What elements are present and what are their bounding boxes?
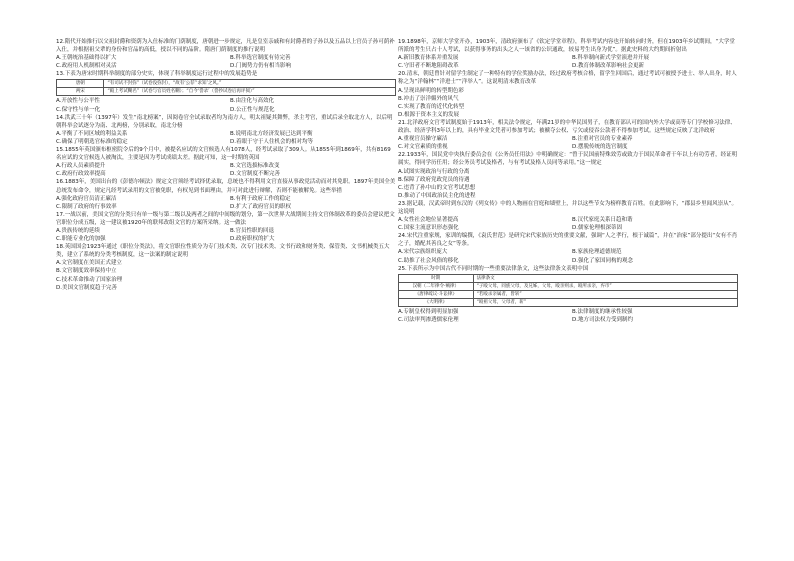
question-stem: 14.洪武三十年（1397年）发生“南北榜案”，因阅卷官全试录取者均为南方人，明太祖疑其舞弊，杀主考官，重试后录全取北方人，以后明朝科举会试逐分为南、北两榜，分别录取，南北分榜: [56, 114, 393, 129]
answer-option[interactable]: B.注重对官员的专业素养: [572, 136, 633, 143]
question-block: [56, 211, 396, 243]
table-row: [399, 282, 738, 290]
question-block: [398, 232, 738, 264]
answer-option[interactable]: B.由注化与高效化: [230, 98, 275, 105]
answer-option[interactable]: C.守旧者不断地阻碍改革: [398, 63, 459, 70]
question-block: [398, 265, 738, 324]
question-stem: 20.清末，朝廷曾针对留学生制定了一种特有的学位奖励办法，经过政府考核合格，留学生回国后，通过考试可被授予进士、举人出身，时人称之为“洋翰林”“洋进士”“洋举人”。这说明清末教育改革: [398, 71, 737, 86]
answer-options: [398, 54, 738, 70]
question-stem: 23.据记载，汉武帝时到东汉的《列女传》中的人物画在宫庭和墙壁上，并以这些节女为榜样教育百姓。在此影响下，“郡县乡里闻风崇从”。这说明: [398, 200, 737, 215]
answer-option[interactable]: A.试图实现政治与行政的分离: [398, 168, 470, 175]
answer-option[interactable]: A.呈现出鲜明的转型期色彩: [398, 87, 464, 94]
answer-option[interactable]: B.科举制向新式学堂演进并开展: [572, 55, 650, 62]
answer-option[interactable]: D.门阀势力仍有相当影响: [230, 63, 291, 70]
answer-options: [56, 130, 396, 146]
answer-option[interactable]: A.专制皇权得到明显加强: [398, 308, 459, 315]
answer-option[interactable]: C.政府用人机制相对灵活: [56, 63, 117, 70]
question-stem: 18.英国国会1923年通过《职位分类法》，将文官职位性质分为专门技术类、次专门技术类、文书行政和财务类、保管类、文书机械类五大类，建立了系统的分类考核制度，这一法案的制定说明: [56, 244, 390, 259]
table-cell: “殿上考试糊名”（试卷与官员姓名糊）；“自今‘誊录’（誊抄试卷后再评阅）”: [104, 88, 396, 96]
answer-option[interactable]: A.贵族传统的延续: [56, 227, 100, 234]
answer-options: [56, 54, 396, 70]
answer-option[interactable]: B.科举选官制度有待完善: [230, 55, 291, 62]
answer-option[interactable]: C.政府行政效率提高: [56, 171, 106, 178]
left-column: [56, 38, 396, 292]
question-block: [398, 70, 738, 119]
answer-options: [56, 227, 396, 243]
answer-option[interactable]: A.宋代宗族组织庞大: [398, 249, 448, 256]
answer-option[interactable]: A.王朝统治基础得以扩大: [56, 55, 117, 62]
answer-option[interactable]: D.美国文官制度趋于完善: [56, 284, 117, 291]
answer-option[interactable]: D.摆脱传统的选官制度: [572, 144, 628, 151]
answer-option[interactable]: B.汉代家庭关系日趋和谐: [572, 217, 633, 224]
answer-option[interactable]: B.文官制度效率保持中立: [56, 268, 117, 275]
table-cell: 唐朝: [57, 80, 104, 88]
answer-option[interactable]: B.说明南北方经济发展已达到平衡: [230, 130, 313, 137]
answer-option[interactable]: C.助推了社会风俗的移化: [398, 257, 459, 264]
answer-options: [398, 168, 738, 200]
question-stem: 19.1898年，京师大学堂开办，1903年，清政府颁布了《钦定学堂章程》，科举考试内容也开始转向时务，但在1903年乡试期间，“大学堂所派的考生只占十人考试，以获得事务的出头之人一该省的公识通政，较易考生出身为优”。据此史料的大约期间折射出: [398, 39, 735, 54]
question-stem: 24.宋代注重家规，家训的编撰，《袁氏世范》是研究宋代家族历史的重要文献，强调“人之孝行，根于诚篇”，并在“治家”部分提出“女有不肖之子，婚配其善良之女”等条。: [398, 233, 738, 248]
question-block: [398, 38, 738, 70]
answer-option[interactable]: D.根源于资本主义的发展: [398, 111, 459, 118]
answer-option[interactable]: D.地方司法权力受到制约: [572, 316, 633, 323]
question-stem: 16.1883年，美国出台的《彭德尔顿法》规定文官须经考试择优录取，总统也不得利用文官直接从事政党活动而对其免职。1897年美国全美总统发布命令，规定凡经考试录用的文官被免职，有权见到书面理由，并可对此进行辩解，否则不能被解免。这些举措: [56, 179, 396, 194]
table-cell: “殴祖父母，父母者，斩”: [473, 298, 737, 306]
answer-option[interactable]: B.保障了政府党政党员的待遇: [398, 176, 470, 183]
answer-options: [56, 259, 396, 291]
question-stem: 12.隋代开始推行以父祖封爵和资荫为入仕标准的门荫制度，唐朝进一步规定，凡是皇室亲戚和有封爵者的子孙以及五品以上官员子孙可荫补入仕，并根据祖父辈的身份和官品的高低，授以不同的品阶。隋唐门荫制度的推行说明: [56, 39, 395, 54]
answer-options: [56, 162, 396, 178]
answer-option[interactable]: D.政府职权的扩大: [230, 236, 275, 243]
question-stem: 13.下表为唐宋时期科举制度的部分史实，体现了科举制度运行过程中的发展趋势是: [56, 71, 258, 78]
table-cell: 《大明律》: [399, 298, 474, 306]
answer-option[interactable]: B.冲击了崇洋媚外的风气: [398, 95, 459, 102]
question-block: [398, 151, 738, 200]
answer-option[interactable]: D.公正性与规范化: [230, 106, 275, 113]
answer-option[interactable]: A.新旧教育体系并重发展: [398, 55, 459, 62]
question-block: [398, 200, 738, 232]
answer-option[interactable]: A.开放性与公平性: [56, 98, 100, 105]
table-row: [399, 290, 738, 298]
table-cell: “有司试不封弥”（试卷没弥封），“故有‘公荐’‘求知’之风。”: [104, 80, 396, 88]
answer-option[interactable]: B.有利于政府工作的稳定: [230, 195, 291, 202]
question-block: [56, 146, 396, 178]
answer-option[interactable]: C.技术革命推动了国家治理: [56, 276, 123, 283]
answer-option[interactable]: D.教育体制改革影响社会更新: [572, 63, 644, 70]
answer-options: [398, 248, 738, 264]
answer-option[interactable]: A.平衡了不同区域的利益关系: [56, 130, 128, 137]
answer-option[interactable]: C.国家主流意识形态强化: [398, 225, 459, 232]
answer-option[interactable]: C.司法审判渗透儒家伦理: [398, 316, 459, 323]
answer-option[interactable]: B.家族伦理道德规范: [572, 249, 622, 256]
table-cell: “若殴杀亲属者，皆斩”: [473, 290, 737, 298]
answer-options: [398, 87, 738, 119]
question-block: [56, 114, 396, 146]
answer-options: [398, 308, 738, 324]
question-table: [56, 79, 396, 96]
table-cell: 汉朝（二年律令·贼律）: [399, 282, 474, 290]
answer-option[interactable]: C.违背了孙中山的文官考试思想: [398, 184, 476, 191]
answer-option[interactable]: A.行政人员素质提升: [56, 163, 106, 170]
answer-options: [398, 216, 738, 232]
table-cell: “子殴父母，同族父母，及兄姊，父母，殴亲则杀，殴所杀亲，弃市”: [473, 282, 737, 290]
question-stem: 22.1933年，国民党中央执行委员会在《公务员任用法》中明确规定：“曾于民国前特殊效劳或致力于国民革命者干年以上有功劳者，经证明属实，得同学历任用；经公务员考试及格者，与有考试及格人员同等录用。”这一规定: [398, 152, 738, 167]
question-block: [398, 119, 738, 151]
answer-option[interactable]: A.强化政府官员清正廉洁: [56, 195, 117, 202]
right-column: [398, 38, 738, 324]
answer-option[interactable]: D.推动了中国政治民主化的进程: [398, 192, 476, 199]
question-stem: 25.下表所示为中国古代不同时期的一些重要法律条文，这些法律条文表明中国: [398, 265, 589, 272]
answer-option[interactable]: D.着眼于守于人住机会的相对均等: [230, 138, 313, 145]
question-block: [56, 38, 396, 70]
question-table: [398, 274, 738, 307]
answer-options: [56, 195, 396, 211]
answer-option[interactable]: A.重视官员操守廉洁: [398, 136, 448, 143]
answer-option[interactable]: B.文官选拔标准改变: [230, 163, 280, 170]
table-cell: 法律条文: [473, 274, 737, 282]
table-cell: 两宋: [57, 88, 104, 96]
table-row: [57, 80, 396, 88]
answer-option[interactable]: D.文官制度不断完善: [230, 171, 280, 178]
question-stem: 21.北洋政府文官考试制度始于1913年，相关法令规定，年满21岁的中华民国男子，在教育部认可的国内外大学或高等专门学校修习法律、政治、经济学科3年以上的，具有毕业文凭者可参加考试；被褫夺公权、亏欠或侵吞公款者不得参加考试。这些规定反映了北洋政府: [398, 119, 736, 135]
answer-option[interactable]: C.职能专业化的加强: [56, 236, 106, 243]
answer-option[interactable]: C.实现了教育的近代化转型: [398, 103, 465, 110]
table-cell: 《唐律疏议·斗讼律》: [399, 290, 474, 298]
answer-options: [398, 135, 738, 151]
question-block: [56, 70, 396, 113]
answer-option[interactable]: A.女性社会地位显著提高: [398, 217, 459, 224]
question-block: [56, 178, 396, 210]
answer-option[interactable]: A.文官制度在美国正式建立: [56, 260, 122, 267]
answer-option[interactable]: D.儒家伦理根深蒂固: [572, 225, 622, 232]
question-stem: 17.一战以前，美国文官的分类只有单一级与第二级以及两者之间的中间级的划分，第一次世界大战期间主持文官体制改革的委员会建议把文官职位分成五级，这一建议被1920年的联邦改组文官的方案所采纳。这一做法: [56, 211, 395, 226]
answer-option[interactable]: D.扩大了政府官员的职权: [230, 203, 291, 210]
answer-option[interactable]: B.官员性职的回退: [230, 227, 275, 234]
question-block: [56, 243, 396, 292]
answer-option[interactable]: B.法律制度的继承性较强: [572, 308, 633, 315]
answer-option[interactable]: C.保守性与单一化: [56, 106, 101, 113]
table-cell: 时期: [399, 274, 474, 282]
table-row: [399, 298, 738, 306]
answer-option[interactable]: D.强化了家国同构的观念: [572, 257, 633, 264]
answer-option[interactable]: C.对文官素质的重视: [398, 144, 448, 151]
answer-option[interactable]: C.限制了政府的行事效率: [56, 203, 117, 210]
table-row: [399, 274, 738, 282]
question-stem: 15.1855年英国颁布枢密院令后的9个月中，被提名应试的文官候选人有1078人，经考试录取了309人。从1855年到1869年，共有8169名应试的文官候选人被淘汰，主要是因为考试成绩太差。据此可知，这一时期的英国: [56, 147, 391, 162]
answer-option[interactable]: C.确保了明朝选官标准的稳定: [56, 138, 128, 145]
table-row: [57, 88, 396, 96]
answer-options: [56, 97, 396, 113]
